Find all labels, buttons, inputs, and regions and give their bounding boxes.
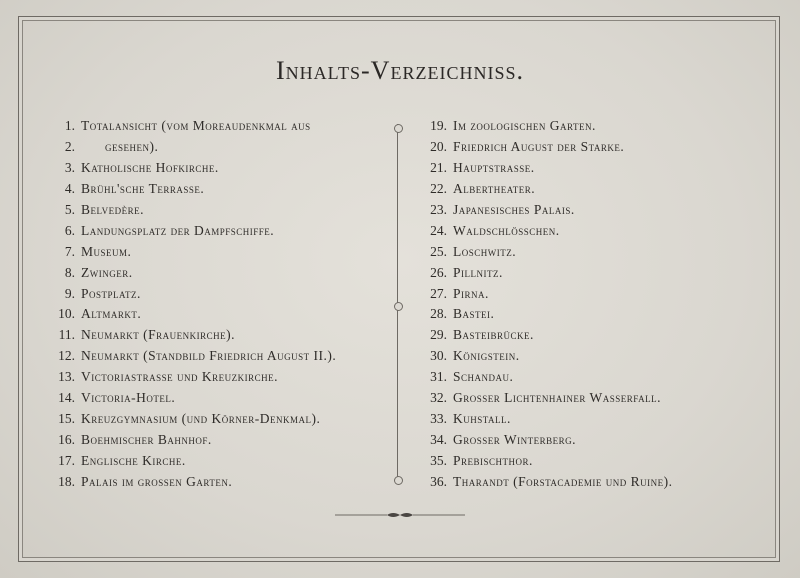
entry-text: Basteibrücke. — [453, 327, 534, 343]
entry-text: Victoria-Hotel. — [81, 390, 176, 406]
entry-text: Boehmischer Bahnhof. — [81, 431, 212, 447]
toc-entry — [412, 471, 752, 492]
toc-entry — [40, 241, 390, 262]
entry-number: 23. — [430, 202, 447, 217]
toc-entry — [412, 241, 752, 262]
entry-text: Tharandt (Forstacademie und Ruine). — [453, 473, 673, 489]
entry-text: Landungsplatz der Dampfschiffe. — [81, 222, 275, 238]
entry-number: 11. — [58, 327, 75, 343]
entry-number: 13. — [58, 369, 75, 385]
toc-entry — [40, 262, 390, 283]
entry-text: Grosser Lichtenhainer Wasserfall. — [453, 390, 661, 406]
divider-ornament-icon — [394, 302, 403, 311]
entry-number: 9. — [64, 285, 75, 301]
toc-entry — [40, 158, 390, 179]
toc-entry — [40, 137, 390, 158]
toc-entry — [40, 367, 390, 388]
entry-number: 28. — [430, 306, 447, 322]
entry-number: 10. — [58, 306, 75, 322]
entry-number: 18. — [58, 473, 75, 489]
entry-number: 2. — [64, 139, 75, 155]
entry-text: Waldschlösschen. — [453, 222, 560, 238]
entry-number: 33. — [430, 410, 447, 426]
entry-number: 5. — [64, 202, 75, 217]
toc-entry — [412, 346, 752, 367]
toc-entry — [40, 325, 390, 346]
entry-text: Belvedère. — [81, 202, 145, 217]
entry-text: Loschwitz. — [453, 243, 517, 259]
entry-text: Altmarkt. — [81, 306, 142, 322]
toc-entry — [412, 137, 752, 158]
entry-number: 4. — [64, 181, 75, 197]
entry-text: Postplatz. — [81, 285, 141, 301]
entry-text: Neumarkt (Frauenkirche). — [81, 327, 235, 343]
entry-number: 22. — [430, 181, 447, 197]
toc-entry — [412, 388, 752, 409]
entry-number: 30. — [430, 348, 447, 364]
entry-text: Hauptstrasse. — [453, 160, 535, 176]
entry-number: 14. — [58, 390, 75, 406]
entry-text: Englische Kirche. — [81, 452, 186, 468]
toc-entry — [412, 116, 752, 137]
entry-number: 8. — [64, 264, 75, 280]
toc-entry — [412, 179, 752, 200]
entry-text: Königstein. — [453, 348, 520, 364]
entry-text: Museum. — [81, 243, 132, 259]
entry-number: 36. — [430, 473, 447, 489]
toc-entry — [40, 388, 390, 409]
entry-number: 16. — [58, 431, 75, 447]
footer-flourish-icon — [335, 510, 465, 520]
toc-entry — [412, 450, 752, 471]
entry-number: 1. — [64, 118, 75, 134]
toc-entry — [40, 408, 390, 429]
divider-ornament-icon — [394, 124, 403, 133]
toc-entry — [412, 429, 752, 450]
entry-text: Victoriastrasse und Kreuzkirche. — [81, 369, 278, 385]
entry-number: 19. — [430, 118, 447, 134]
entry-number: 34. — [430, 431, 447, 447]
toc-entry — [40, 220, 390, 241]
toc-entry — [40, 200, 390, 221]
entry-text: Friedrich August der Starke. — [453, 139, 625, 155]
toc-left-column — [40, 116, 390, 492]
entry-text: Pirna. — [453, 285, 489, 301]
entry-number: 24. — [430, 222, 447, 238]
entry-number: 21. — [430, 160, 447, 176]
entry-number: 3. — [64, 160, 75, 176]
toc-entry — [40, 116, 390, 137]
toc-entry — [412, 262, 752, 283]
entry-text: Brühl'sche Terrasse. — [81, 181, 205, 197]
entry-number: 32. — [430, 390, 447, 406]
toc-entry — [40, 304, 390, 325]
entry-number: 26. — [430, 264, 447, 280]
entry-text: Neumarkt (Standbild Friedrich August II.). — [81, 348, 337, 364]
toc-entry — [412, 325, 752, 346]
column-divider-line — [397, 124, 398, 484]
entry-text: Pillnitz. — [453, 264, 503, 280]
entry-number: 20. — [430, 139, 447, 155]
toc-entry — [412, 283, 752, 304]
toc-entry — [412, 220, 752, 241]
entry-text: Prebischthor. — [453, 452, 533, 468]
entry-text: Palais im grossen Garten. — [81, 473, 233, 489]
entry-text: Kuhstall. — [453, 410, 511, 426]
entry-text: Zwinger. — [81, 264, 133, 280]
entry-number: 17. — [58, 452, 75, 468]
toc-entry — [412, 200, 752, 221]
toc-entry — [40, 450, 390, 471]
entry-text: Katholische Hofkirche. — [81, 160, 219, 176]
toc-entry — [40, 179, 390, 200]
toc-entry — [40, 471, 390, 492]
entry-text: Kreuzgymnasium (und Körner-Denkmal). — [81, 410, 321, 426]
entry-number: 31. — [430, 369, 447, 385]
entry-text: Japanesisches Palais. — [453, 202, 575, 217]
toc-entry — [40, 283, 390, 304]
entry-number: 12. — [58, 348, 75, 364]
toc-entry — [40, 429, 390, 450]
entry-text: Im zoologischen Garten. — [453, 118, 596, 134]
toc-entry — [40, 346, 390, 367]
entry-text: Grosser Winterberg. — [453, 431, 577, 447]
entry-number: 25. — [430, 243, 447, 259]
entry-text: Schandau. — [453, 369, 514, 385]
entry-number: 7. — [64, 243, 75, 259]
entry-number: 35. — [430, 452, 447, 468]
entry-number: 6. — [64, 222, 75, 238]
toc-entry — [412, 367, 752, 388]
toc-right-column — [412, 116, 752, 492]
page-title: Inhalts-Verzeichniss. — [276, 56, 524, 85]
entry-number: 29. — [430, 327, 447, 343]
entry-text: gesehen). — [105, 139, 159, 155]
entry-number: 15. — [58, 410, 75, 426]
entry-text: Bastei. — [453, 306, 495, 322]
entry-text: Totalansicht (vom Moreaudenkmal aus — [81, 118, 311, 134]
entry-text: Albertheater. — [453, 181, 536, 197]
toc-entry — [412, 304, 752, 325]
entry-number: 27. — [430, 285, 447, 301]
toc-entry — [412, 158, 752, 179]
divider-ornament-icon — [394, 476, 403, 485]
toc-entry — [412, 408, 752, 429]
